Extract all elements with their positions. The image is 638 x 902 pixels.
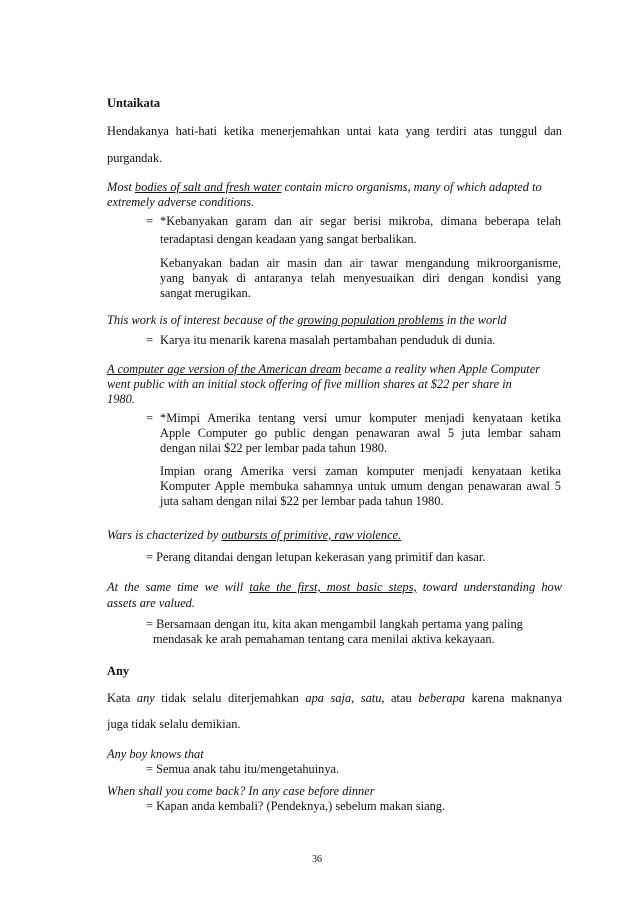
emphasis-word: any <box>136 691 155 705</box>
example-2-translation: Karya itu menarik karena masalah pertambahan penduduk di dunia. <box>160 333 496 347</box>
paragraph-text: tidak selalu diterjemahkan <box>154 691 306 705</box>
example-5-source-line-2: assets are valued. <box>107 596 195 610</box>
any-paragraph-line-1 <box>107 691 562 706</box>
source-text: This work is of interest because of the <box>107 313 298 327</box>
example-3-translation-2-line-1: Impian orang Amerika versi zaman komputer menjadi kenyataan ketika <box>160 464 561 478</box>
source-text: Most <box>107 180 135 194</box>
paragraph-text: , atau <box>381 691 419 705</box>
section-heading-any: Any <box>107 664 130 678</box>
source-text: in the world <box>443 313 507 327</box>
underlined-phrase: bodies of salt and fresh water <box>134 180 282 194</box>
example-4-translation: = Perang ditandai dengan letupan kekerasan yang primitif dan kasar. <box>146 550 486 564</box>
source-text: toward understanding how <box>416 580 562 594</box>
example-3-source-line-3: 1980. <box>107 392 135 406</box>
section-heading-untaikata: Untaikata <box>107 96 161 110</box>
source-text: became a reality when Apple Computer <box>341 362 541 376</box>
any-example-1-source: Any boy knows that <box>107 747 204 761</box>
example-1-translation-2-line-3: sangat merugikan. <box>160 286 251 300</box>
example-1-translation-1-line-1: *Kebanyakan garam dan air segar berisi mikroba, dimana beberapa telah <box>160 214 561 228</box>
equals-sign: = <box>146 411 153 425</box>
source-text: contain micro organisms, many of which adapted to <box>281 180 542 194</box>
page-number: 36 <box>312 854 322 865</box>
any-example-2-translation: = Kapan anda kembali? (Pendeknya,) sebelum makan siang. <box>146 799 446 813</box>
example-3-translation-1-line-3: dengan nilai $22 per lembar pada tahun 1980. <box>160 441 388 455</box>
any-example-1-translation: = Semua anak tahu itu/mengetahuinya. <box>146 762 340 776</box>
source-text: At the same time we will <box>107 580 250 594</box>
paragraph-text: Kata <box>107 691 137 705</box>
example-1-source-line-1 <box>107 180 542 195</box>
example-3-translation-2-line-2: Komputer Apple membuka sahamnya untuk umum dengan penawaran awal 5 <box>160 479 561 493</box>
example-5-translation-line-2: mendasak ke arah pemahaman tentang cara menilai aktiva kekayaan. <box>153 632 495 646</box>
any-example-2-source: When shall you come back? In any case before dinner <box>107 784 375 798</box>
emphasis-word: beberapa <box>418 691 466 705</box>
intro-line-2: purgandak. <box>107 151 163 165</box>
emphasis-word: apa saja, satu <box>305 691 382 705</box>
example-3-translation-1-line-2: Apple Computer go public dengan penawaran awal 5 juta lembar saham <box>160 426 561 440</box>
example-1-translation-2-line-1: Kebanyakan badan air masin dan air tawar mengandung mikroorganisme, <box>160 256 561 270</box>
example-4-source <box>107 528 401 543</box>
example-3-translation-1-line-1: *Mimpi Amerika tentang versi umur komputer menjadi kenyataan ketika <box>160 411 561 425</box>
example-1-source-line-2: extremely adverse conditions. <box>107 195 255 209</box>
underlined-phrase: growing population problems <box>297 313 444 327</box>
any-paragraph-line-2: juga tidak selalu demikian. <box>107 717 241 731</box>
example-3-source-line-2: went public with an initial stock offering of five million shares at $22 per share in <box>107 377 512 391</box>
example-5-source-line-1 <box>107 580 562 595</box>
example-2-source <box>107 313 507 328</box>
underlined-phrase: outbursts of primitive, raw violence. <box>221 528 402 542</box>
underlined-phrase: take the first, most basic steps, <box>249 580 417 594</box>
equals-sign: = <box>146 333 153 347</box>
example-1-translation-2-line-2: yang banyak di antaranya telah menyesuaikan diri dengan kondisi yang <box>160 271 561 285</box>
equals-sign: = <box>146 214 153 228</box>
underlined-phrase: A computer age version of the American dream <box>107 362 342 376</box>
source-text: Wars is chacterized by <box>107 528 222 542</box>
intro-line-1: Hendakanya hati-hati ketika menerjemahkan untai kata yang terdiri atas tunggul dan <box>107 124 562 138</box>
example-3-source-line-1 <box>107 362 540 377</box>
example-1-translation-1-line-2: teradaptasi dengan keadaan yang sangat berbalikan. <box>160 232 417 246</box>
example-3-translation-2-line-3: juta saham dengan nilai $22 per lembar pada tahun 1980. <box>160 494 444 508</box>
example-5-translation-line-1: = Bersamaan dengan itu, kita akan mengambil langkah pertama yang paling <box>146 617 523 631</box>
paragraph-text: karena maknanya <box>465 691 562 705</box>
